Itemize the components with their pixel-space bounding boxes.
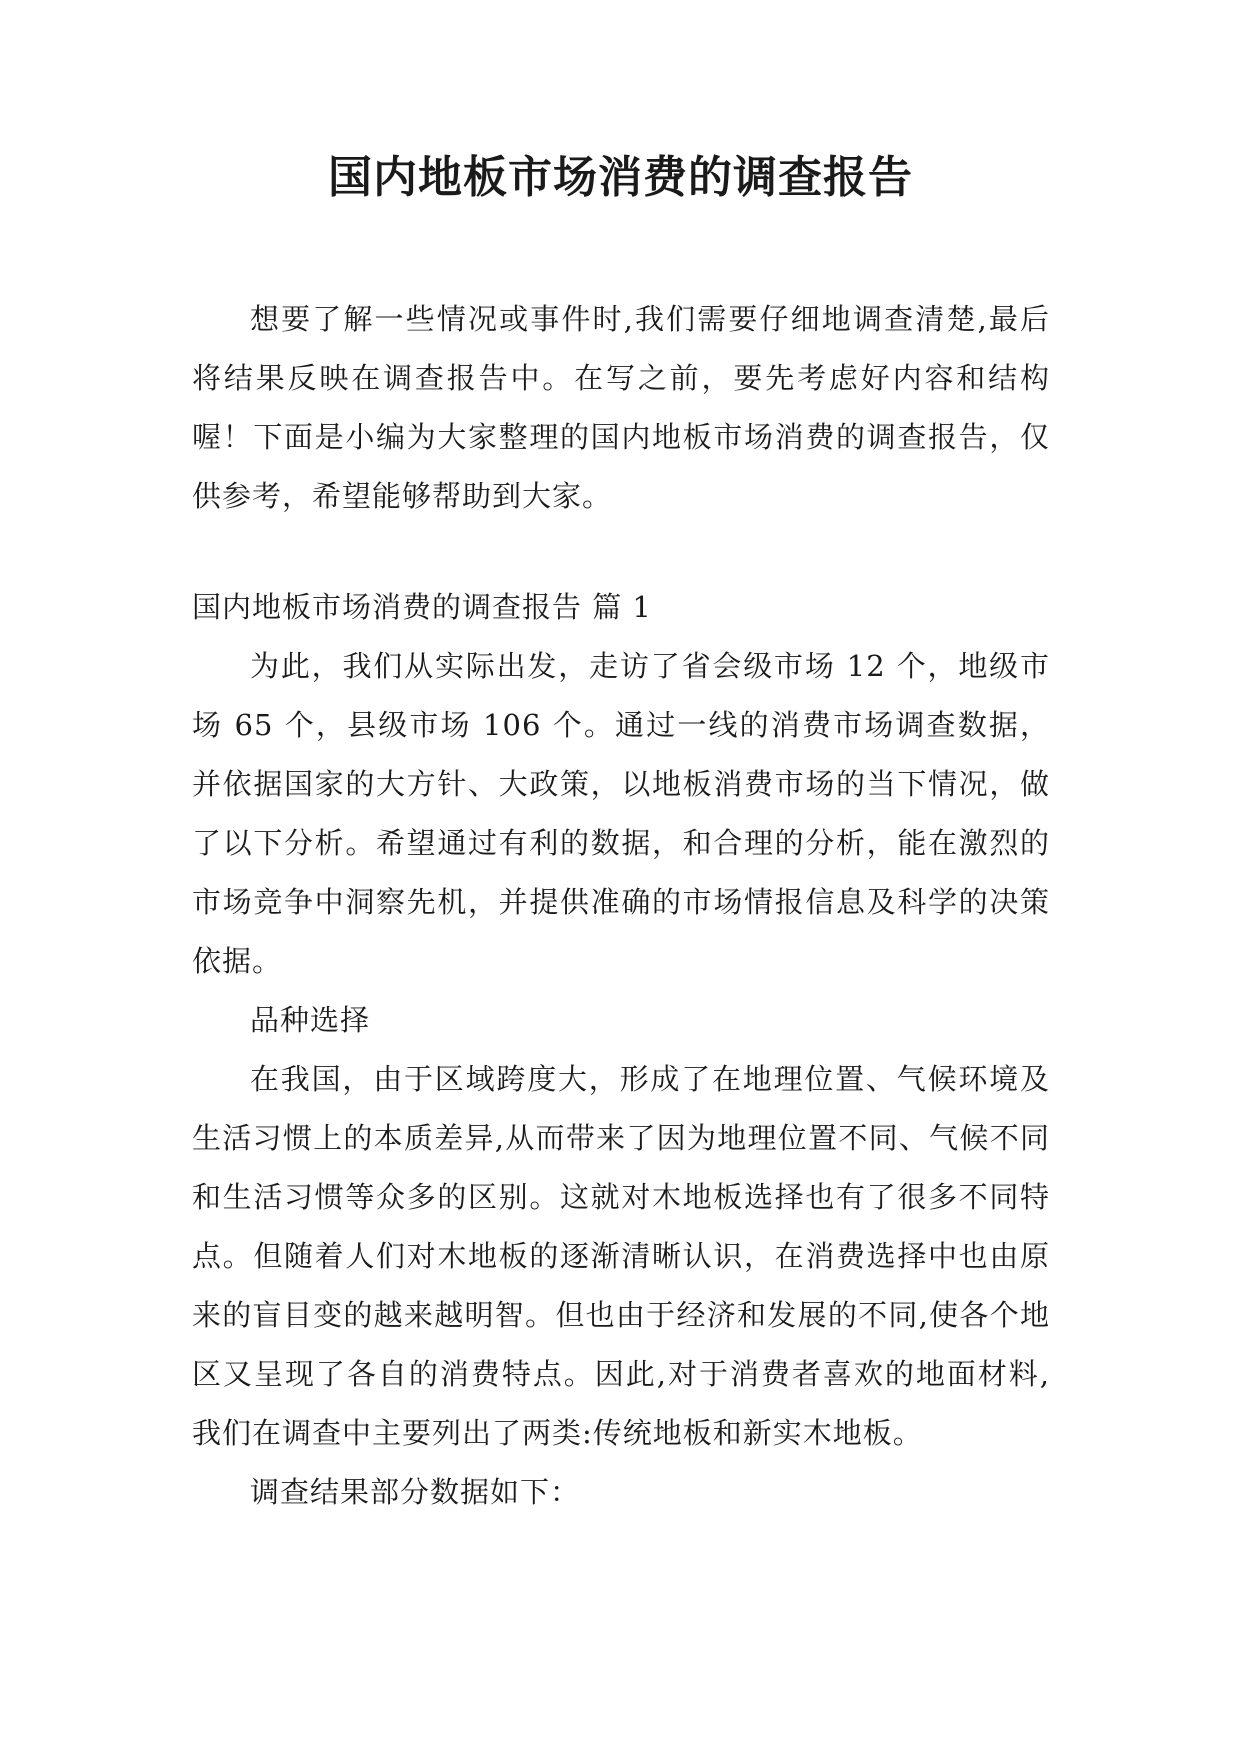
intro-section — [192, 290, 1050, 526]
paragraph-results-intro: 调查结果部分数据如下： — [250, 1475, 581, 1509]
section-heading: 国内地板市场消费的调查报告 篇 1 — [192, 590, 652, 624]
intro-paragraph: 想要了解一些情况或事件时,我们需要仔细地调查清楚,最后将结果反映在调查报告中。在写之前，要先考虑好内容和结构喔！下面是小编为大家整理的国内地板市场消费的调查报告，仅供参考，希望能够帮助到大家。 — [192, 302, 1050, 513]
document-title: 国内地板市场消费的调查报告 — [328, 152, 913, 203]
report-section-1 — [192, 578, 1050, 1522]
paragraph-regional-differences: 在我国，由于区域跨度大，形成了在地理位置、气候环境及生活习惯上的本质差异,从而带来了因为地理位置不同、气候不同和生活习惯等众多的区别。这就对木地板选择也有了很多不同特点。但随着人们对木地板的逐渐清晰认识，在消费选择中也由原来的盲目变的越来越明智。但也由于经济和发展的不同,使各个地区又呈现了各自的消费特点。因此,对于消费者喜欢的地面材料,我们在调查中主要列出了两类:传统地板和新实木地板。 — [192, 1062, 1050, 1450]
paragraph-survey-scope: 为此，我们从实际出发，走访了省会级市场 12 个，地级市场 65 个，县级市场 106 个。通过一线的消费市场调查数据，并依据国家的大方针、大政策，以地板消费市场的当下情况，做了以下分析。希望通过有利的数据，和合理的分析，能在激烈的市场竞争中洞察先机，并提供准确的市场情报信息及科学的决策依据。 — [192, 649, 1050, 978]
subheading-variety-selection: 品种选择 — [250, 1003, 371, 1037]
